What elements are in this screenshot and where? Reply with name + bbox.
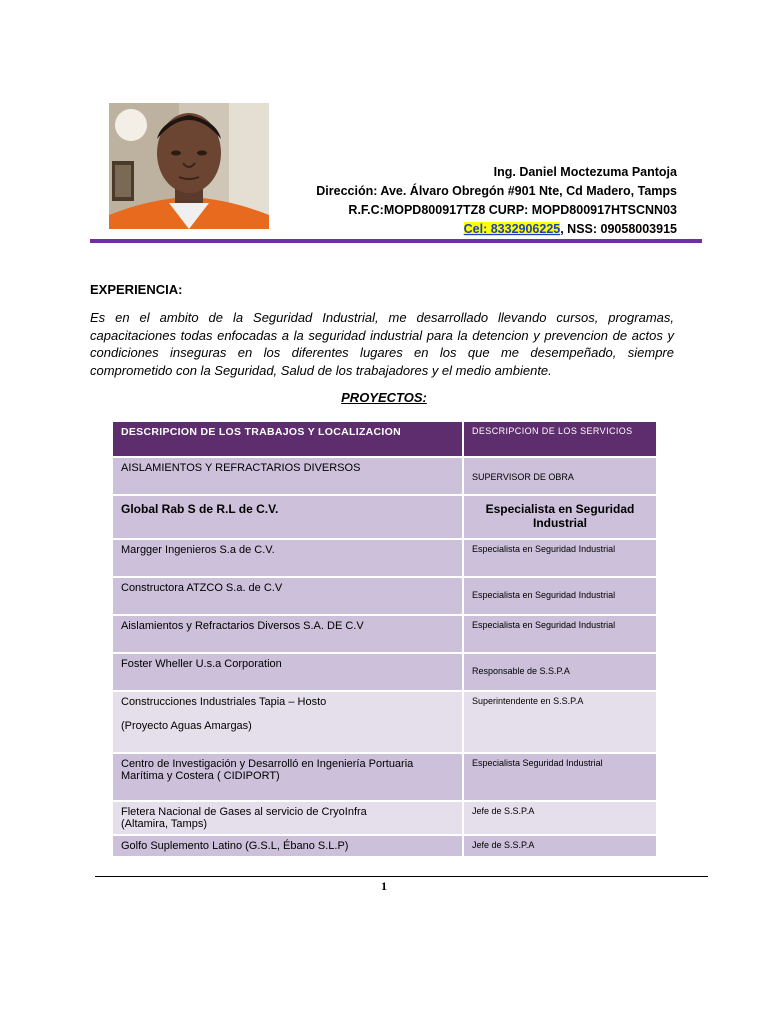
company-cell: Aislamientos y Refractarios Diversos S.A. DE C.V	[112, 615, 463, 653]
table-row	[112, 691, 657, 753]
nss: , NSS: 09058003915	[560, 222, 677, 236]
table-row	[112, 753, 657, 801]
table-row	[112, 801, 657, 835]
tax-ids: R.F.C:MOPD800917TZ8 CURP: MOPD800917HTSCNN03	[348, 203, 677, 217]
cel-link[interactable]: Cel: 8332906225	[463, 222, 561, 236]
company-cell: Margger Ingenieros S.a de C.V.	[112, 539, 463, 577]
table-header-row	[112, 421, 657, 457]
company-cell: Global Rab S de R.L de C.V.	[112, 495, 463, 539]
table-row	[112, 835, 657, 857]
experience-text: Es en el ambito de la Seguridad Industrial, me desarrollado llevando cursos, programas, capacitaciones todas enfocadas a la seguridad industrial para la detencion y prevencion de actos y condiciones inseguras en los diferentes lugares en los que me desempeñado, siempre comprometido con la Seguridad, Salud de los trabajadores y el medio ambiente.	[90, 310, 674, 378]
service-cell: SUPERVISOR DE OBRA	[463, 457, 657, 495]
service-cell: Especialista en Seguridad Industrial	[463, 577, 657, 615]
service-cell: Especialista Seguridad Industrial	[463, 753, 657, 801]
company-line-2: (Altamira, Tamps)	[121, 818, 207, 830]
phone-line	[316, 220, 677, 239]
table-row	[112, 457, 657, 495]
table-row	[112, 653, 657, 691]
service-cell: Especialista en Seguridad Industrial	[463, 615, 657, 653]
service-cell: Jefe de S.S.P.A	[463, 835, 657, 857]
company-line-1: Fletera Nacional de Gases al servicio de CryoInfra	[121, 806, 367, 818]
company-cell: Golfo Suplemento Latino (G.S.L, Ébano S.L.P)	[112, 835, 463, 857]
profile-photo	[109, 103, 269, 229]
company-cell: Centro de Investigación y Desarrolló en Ingeniería Portuaria Marítima y Costera ( CIDIPORT)	[112, 753, 463, 801]
service-cell: Jefe de S.S.P.A	[463, 801, 657, 835]
column-header-services: DESCRIPCION DE LOS SERVICIOS	[463, 421, 657, 457]
company-line-2: (Proyecto Aguas Amargas)	[121, 720, 252, 732]
table-row	[112, 539, 657, 577]
table-row	[112, 577, 657, 615]
company-cell: AISLAMIENTOS Y REFRACTARIOS DIVERSOS	[112, 457, 463, 495]
page-number: 1	[381, 879, 387, 893]
company-cell: Foster Wheller U.s.a Corporation	[112, 653, 463, 691]
contact-block	[316, 163, 677, 239]
header-divider	[90, 239, 702, 243]
company-line-1: Construcciones Industriales Tapia – Hosto	[121, 696, 327, 708]
footer-divider	[95, 876, 708, 877]
table-row	[112, 615, 657, 653]
table-row	[112, 495, 657, 539]
projects-title: PROYECTOS:	[341, 390, 427, 405]
service-cell: Especialista en Seguridad Industrial	[463, 539, 657, 577]
service-cell: Superintendente en S.S.P.A	[463, 691, 657, 753]
experience-title: EXPERIENCIA:	[90, 282, 183, 297]
candidate-name: Ing. Daniel Moctezuma Pantoja	[493, 165, 677, 179]
column-header-jobs: DESCRIPCION DE LOS TRABAJOS Y LOCALIZACION	[112, 421, 463, 457]
address: Dirección: Ave. Álvaro Obregón #901 Nte, Cd Madero, Tamps	[316, 184, 677, 198]
company-cell	[112, 801, 463, 835]
service-cell: Especialista en Seguridad Industrial	[463, 495, 657, 539]
company-cell: Constructora ATZCO S.a. de C.V	[112, 577, 463, 615]
service-cell: Responsable de S.S.P.A	[463, 653, 657, 691]
company-cell	[112, 691, 463, 753]
projects-table	[111, 420, 658, 858]
